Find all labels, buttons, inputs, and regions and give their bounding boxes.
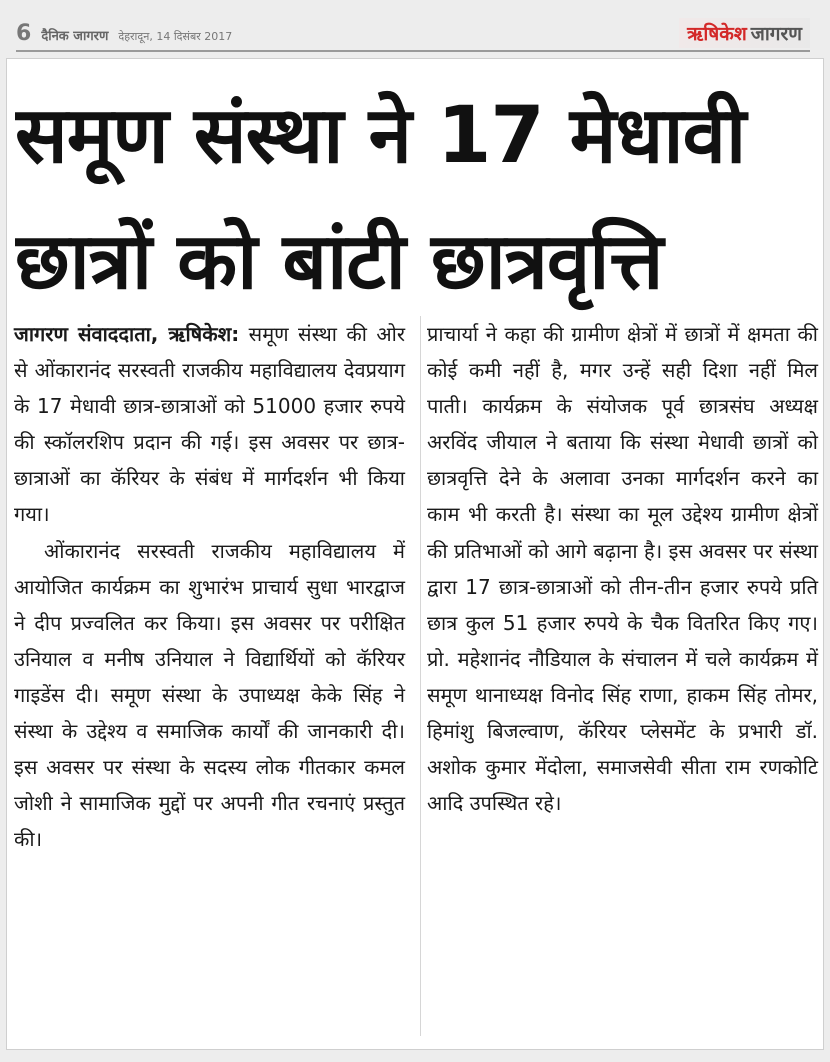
location-date: देहरादून, 14 दिसंबर 2017 bbox=[118, 29, 233, 43]
article-columns bbox=[14, 316, 818, 1036]
byline: जागरण संवाददाता, ऋषिकेश: bbox=[14, 322, 240, 346]
page-number: 6 bbox=[16, 20, 32, 46]
paragraph-1-text: समूण संस्था की ओर से ओंकारानंद सरस्वती राजकीय महाविद्यालय देवप्रयाग के 17 मेधावी छात्र-छात्राओं को 51000 हजार रुपये की स्कॉलरशिप प्रदान की गई। इस अवसर पर छात्र-छात्राओं का कॅरियर के संबंध में मार्गदर्शन भी किया गया। bbox=[14, 322, 405, 527]
headline-line-2: छात्रों को बांटी छात्रवृत्ति bbox=[15, 217, 663, 307]
paragraph-1 bbox=[14, 316, 405, 533]
masthead-left bbox=[16, 21, 232, 46]
paragraph-2: ओंकारानंद सरस्वती राजकीय महाविद्यालय में आयोजित कार्यक्रम का शुभारंभ प्राचार्य सुधा भारद्वाज ने दीप प्रज्वलित कर किया। इस अवसर पर परीक्षित उनियाल व मनीष उनियाल ने विद्यार्थियों को कॅरियर गाइडेंस दी। समूण संस्था के उपाध्यक्ष केके सिंह ने संस्था के उद्देश्य व समाजिक कार्यों की जानकारी दी। इस अवसर पर संस्था के सदस्य लोक गीतकार कमल जोशी ने सामाजिक मुद्दों पर अपनी गीत रचनाएं प्रस्तुत की। bbox=[14, 538, 405, 852]
section-city: ऋषिकेश bbox=[687, 23, 747, 45]
masthead bbox=[16, 20, 810, 46]
headline bbox=[15, 73, 815, 325]
column-left bbox=[14, 316, 405, 1036]
section-banner bbox=[679, 18, 810, 48]
headline-line-1: समूण संस्था ने 17 मेधावी bbox=[15, 91, 746, 181]
column-right bbox=[427, 316, 818, 1036]
paper-name: दैनिक जागरण bbox=[41, 28, 109, 44]
masthead-rule bbox=[16, 50, 810, 52]
paragraph-3: प्राचार्या ने कहा की ग्रामीण क्षेत्रों में छात्रों में क्षमता की कोई कमी नहीं है, मगर उन्हें सही दिशा नहीं मिल पाती। कार्यक्रम के संयोजक पूर्व छात्रसंघ अध्यक्ष अरविंद जीयाल ने बताया कि संस्था मेधावी छात्रों को छात्रवृत्ति देने के अलावा उनका मार्गदर्शन करने का काम भी करती है। संस्था का मूल उद्देश्य ग्रामीण क्षेत्रों की प्रतिभाओं को आगे बढ़ाना है। इस अवसर पर संस्था द्वारा 17 छात्र-छात्राओं को तीन-तीन हजार रुपये प्रति छात्र कुल 51 हजार रुपये के चैक वितरित किए गए। प्रो. महेशानंद नौडियाल के संचालन में चले कार्यक्रम में समूण थानाध्यक्ष विनोद सिंह राणा, हाकम सिंह तोमर, हिमांशु बिजल्वाण, कॅरियर प्लेसमेंट के प्रभारी डॉ. अशोक कुमार मेंदोला, समाजसेवी सीता राम रणकोटि आदि उपस्थित रहे। bbox=[427, 322, 818, 816]
section-paper: जागरण bbox=[750, 23, 802, 45]
column-divider bbox=[420, 316, 421, 1036]
